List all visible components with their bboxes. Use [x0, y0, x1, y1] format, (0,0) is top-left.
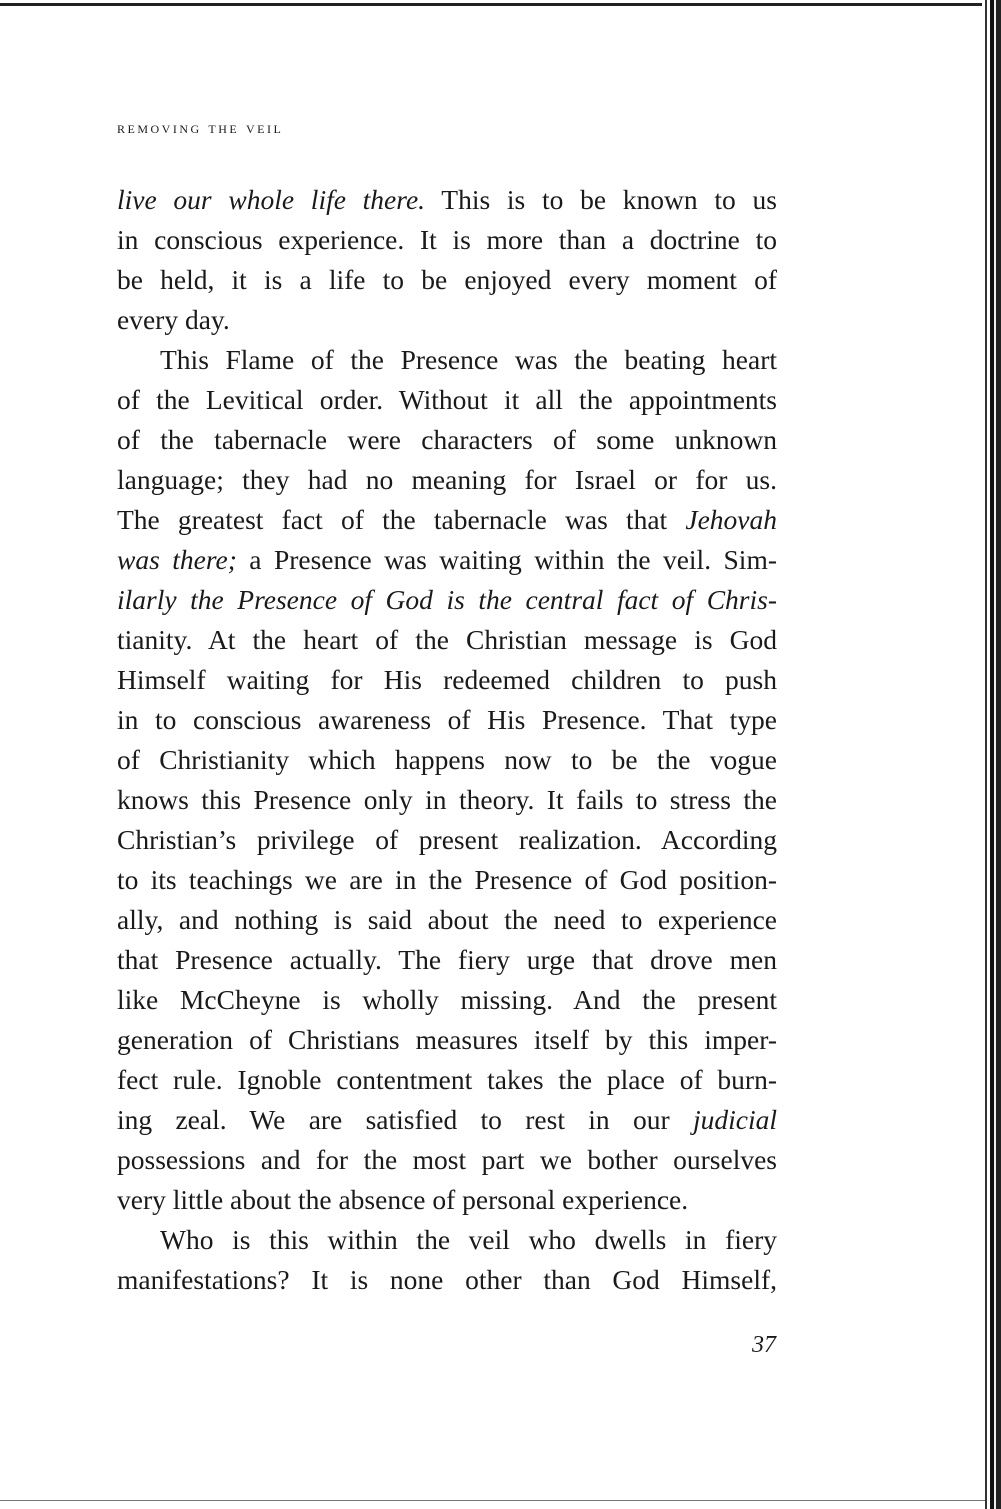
text-segment: This is to be known to us: [425, 184, 777, 215]
text-line: [117, 980, 777, 1020]
text-segment: Who is this within the veil who dwells in fiery: [160, 1224, 777, 1255]
text-segment: tianity. At the heart of the Christian message is God: [117, 624, 777, 655]
text-line: [117, 1260, 777, 1300]
text-segment: ally, and nothing is said about the need to experience: [117, 904, 777, 935]
text-segment: possessions and for the most part we bother ourselves: [117, 1144, 777, 1175]
text-segment: to its teachings we are in the Presence of God position-: [117, 864, 777, 895]
italic-text: Jehovah: [685, 504, 777, 535]
text-line: [117, 300, 777, 340]
page-bottom-edge: [0, 1500, 985, 1501]
running-header: removing the veil: [117, 118, 284, 137]
text-segment: like McCheyne is wholly missing. And the present: [117, 984, 777, 1015]
page-top-edge: [0, 3, 985, 6]
text-line: [117, 460, 777, 500]
text-segment: manifestations? It is none other than God Himself,: [117, 1264, 777, 1295]
text-line: [117, 1020, 777, 1060]
italic-text: judicial: [692, 1104, 777, 1135]
text-line: [117, 1140, 777, 1180]
text-segment: be held, it is a life to be enjoyed every moment of: [117, 264, 777, 295]
text-line: [117, 500, 777, 540]
italic-text: was there;: [117, 544, 237, 575]
text-line: [117, 820, 777, 860]
text-segment: of Christianity which happens now to be the vogue: [117, 744, 777, 775]
text-line: [117, 1180, 777, 1220]
text-line: [117, 220, 777, 260]
text-segment: ing zeal. We are satisfied to rest in our: [117, 1104, 693, 1135]
text-segment: very little about the absence of personal experience.: [117, 1184, 689, 1215]
italic-text: ilarly the Presence of God is the central fact of Chris-: [117, 584, 777, 615]
body-text: [117, 180, 777, 1300]
text-segment: of the Levitical order. Without it all the appointments: [117, 384, 777, 415]
text-line: [117, 940, 777, 980]
text-line: [117, 1220, 777, 1260]
text-segment: of the tabernacle were characters of some unknown: [117, 424, 777, 455]
text-line: [117, 700, 777, 740]
text-line: [117, 580, 777, 620]
text-segment: generation of Christians measures itself by this imper-: [117, 1024, 777, 1055]
page-number: 37: [752, 1332, 776, 1358]
text-segment: a Presence was waiting within the veil. Sim-: [236, 544, 777, 575]
text-line: [117, 740, 777, 780]
text-segment: Himself waiting for His redeemed children to push: [117, 664, 777, 695]
text-line: [117, 340, 777, 380]
text-line: [117, 900, 777, 940]
text-line: [117, 540, 777, 580]
text-line: [117, 860, 777, 900]
text-line: [117, 260, 777, 300]
text-line: [117, 420, 777, 460]
text-segment: that Presence actually. The fiery urge that drove men: [117, 944, 777, 975]
text-segment: language; they had no meaning for Israel or for us.: [117, 464, 777, 495]
text-line: [117, 1060, 777, 1100]
text-segment: every day.: [117, 304, 230, 335]
text-segment: This Flame of the Presence was the beating heart: [160, 344, 777, 375]
page-binding-edge: [982, 0, 1001, 1509]
text-segment: knows this Presence only in theory. It fails to stress the: [117, 784, 777, 815]
text-line: [117, 380, 777, 420]
text-line: [117, 180, 777, 220]
text-line: [117, 1100, 777, 1140]
text-segment: in conscious experience. It is more than a doctrine to: [117, 224, 777, 255]
text-segment: fect rule. Ignoble contentment takes the place of burn-: [117, 1064, 777, 1095]
text-segment: Christian’s privilege of present realization. According: [117, 824, 777, 855]
text-line: [117, 620, 777, 660]
text-line: [117, 780, 777, 820]
text-segment: The greatest fact of the tabernacle was that: [117, 504, 686, 535]
italic-text: live our whole life there.: [117, 184, 426, 215]
text-line: [117, 660, 777, 700]
text-segment: in to conscious awareness of His Presence. That type: [117, 704, 777, 735]
